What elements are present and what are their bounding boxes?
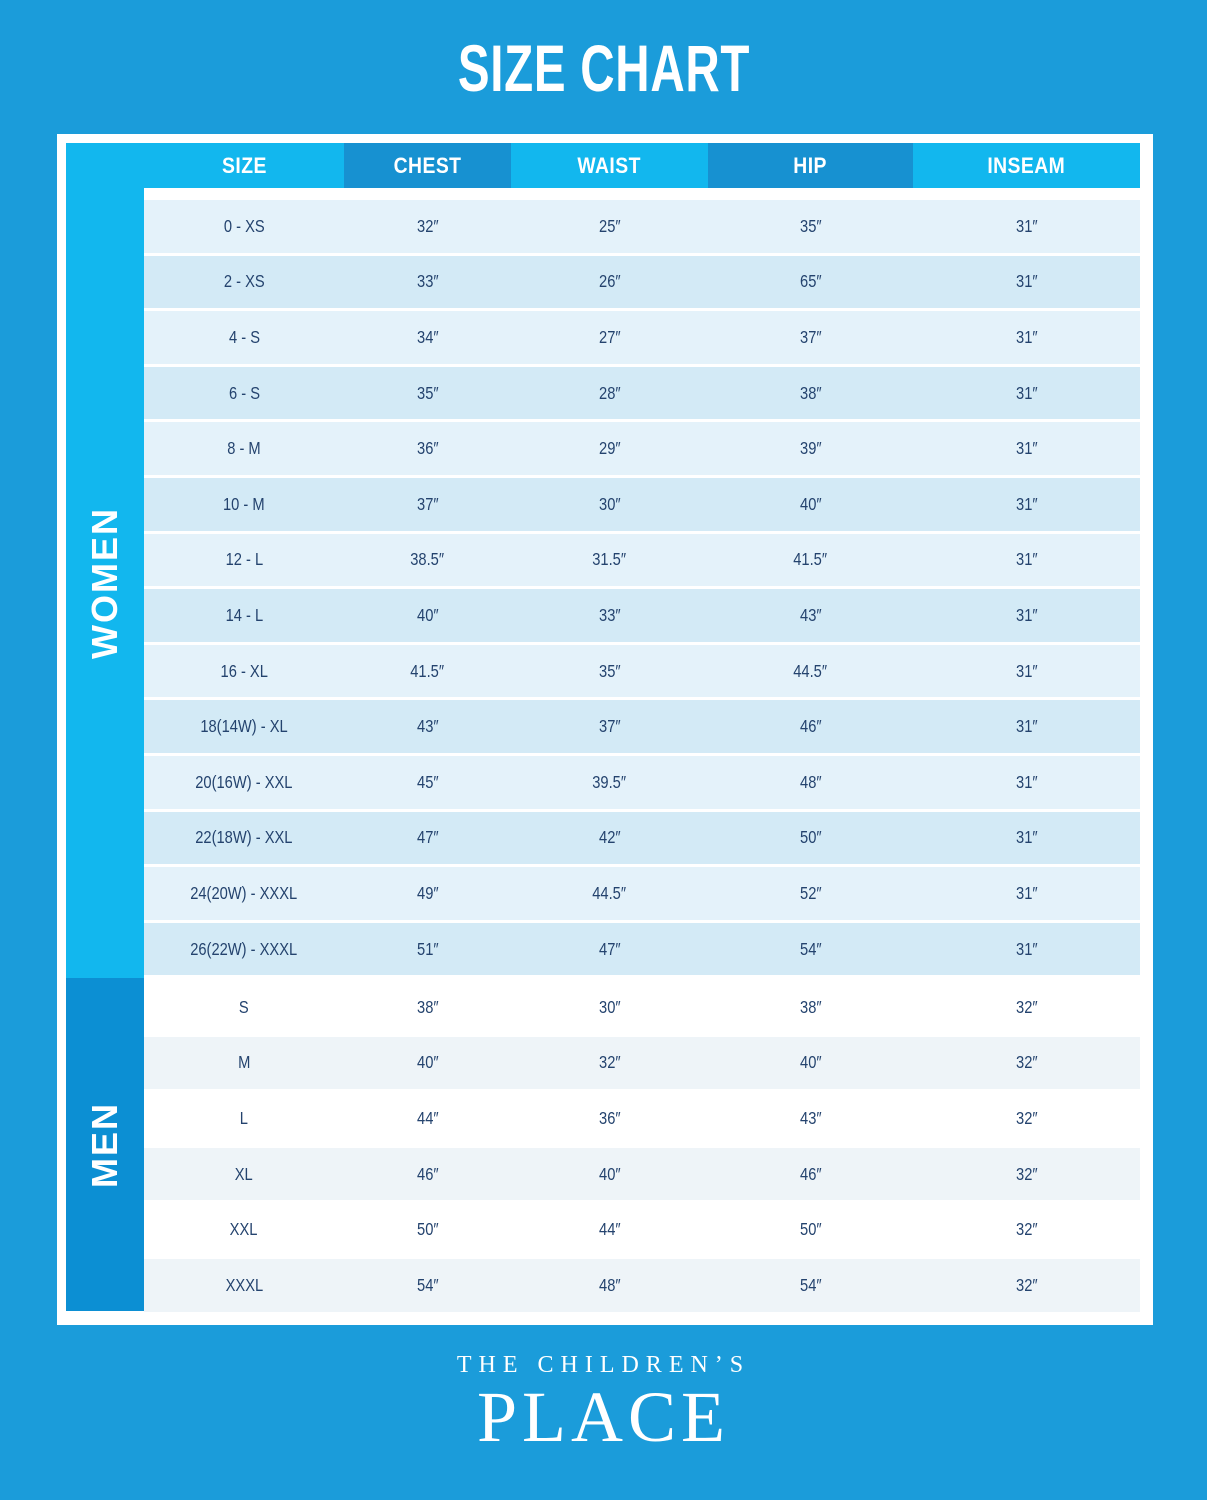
table-cell: 22(18W) - XXL <box>195 827 293 848</box>
table-cell: 38.5″ <box>410 549 445 570</box>
table-cell: 36″ <box>416 438 439 459</box>
column-header-hip: HIP <box>708 143 913 188</box>
table-cell: 36″ <box>598 1107 621 1128</box>
table-cell: 10 - M <box>223 493 265 514</box>
table-cell: 54″ <box>799 1274 822 1295</box>
table-row <box>144 645 1140 698</box>
table-cell: 32″ <box>1015 996 1038 1017</box>
table-cell: 27″ <box>598 326 621 347</box>
table-row <box>144 1203 1140 1256</box>
women-rows <box>144 188 1140 978</box>
column-header-size: SIZE <box>144 143 344 188</box>
table-cell: 33″ <box>416 271 439 292</box>
table-cell: 44.5″ <box>793 660 828 681</box>
table-row <box>144 311 1140 364</box>
table-cell: M <box>237 1052 251 1073</box>
table-cell: 32″ <box>1015 1163 1038 1184</box>
table-row <box>144 867 1140 920</box>
table-cell: 51″ <box>416 938 439 959</box>
table-row <box>144 756 1140 809</box>
page-title: SIZE CHART <box>457 31 750 105</box>
table-cell: 39.5″ <box>592 771 627 792</box>
table-cell: 31″ <box>1015 271 1038 292</box>
table-row <box>144 1092 1140 1145</box>
table-cell: 32″ <box>1015 1052 1038 1073</box>
table-row <box>144 923 1140 976</box>
table-cell: L <box>239 1107 249 1128</box>
table-cell: 33″ <box>598 604 621 625</box>
table-cell: 0 - XS <box>223 215 265 236</box>
table-row <box>144 1259 1140 1312</box>
table-cell: 29″ <box>598 438 621 459</box>
table-cell: 48″ <box>799 771 822 792</box>
table-cell: 31″ <box>1015 938 1038 959</box>
table-cell: 32″ <box>1015 1274 1038 1295</box>
table-row <box>144 1148 1140 1201</box>
table-cell: 50″ <box>799 1219 822 1240</box>
table-cell: XL <box>235 1163 253 1184</box>
size-table <box>57 134 1153 1325</box>
table-row <box>144 200 1140 253</box>
table-cell: 26″ <box>598 271 621 292</box>
table-cell: 16 - XL <box>220 660 268 681</box>
table-cell: 37″ <box>598 716 621 737</box>
table-cell: 4 - S <box>228 326 260 347</box>
table-row <box>144 478 1140 531</box>
table-row <box>144 534 1140 587</box>
table-cell: 2 - XS <box>223 271 265 292</box>
section-strip-column <box>66 188 144 1311</box>
table-cell: 28″ <box>598 382 621 403</box>
table-cell: 35″ <box>416 382 439 403</box>
table-header-row <box>66 143 1140 188</box>
men-rows <box>144 978 1140 1311</box>
brand-logo <box>0 1352 1207 1457</box>
table-cell: 39″ <box>799 438 822 459</box>
table-cell: 47″ <box>416 827 439 848</box>
table-row <box>144 812 1140 865</box>
table-cell: 46″ <box>416 1163 439 1184</box>
table-cell: 20(16W) - XXL <box>195 771 293 792</box>
table-cell: 35″ <box>598 660 621 681</box>
table-row <box>144 256 1140 309</box>
table-cell: 52″ <box>799 882 822 903</box>
table-cell: XXL <box>230 1219 258 1240</box>
table-cell: 30″ <box>598 493 621 514</box>
table-cell: 54″ <box>799 938 822 959</box>
section-label-men: MEN <box>66 978 144 1311</box>
table-cell: 14 - L <box>225 604 263 625</box>
table-cell: 24(20W) - XXXL <box>190 882 298 903</box>
brand-wordmark-place: PLACE <box>476 1377 731 1457</box>
table-cell: 31″ <box>1015 326 1038 347</box>
table-cell: 43″ <box>799 1107 822 1128</box>
table-row <box>144 589 1140 642</box>
table-cell: 32″ <box>598 1052 621 1073</box>
table-cell: 32″ <box>1015 1219 1038 1240</box>
table-cell: 54″ <box>416 1274 439 1295</box>
table-cell: 30″ <box>598 996 621 1017</box>
header-corner-spacer <box>66 143 144 188</box>
table-cell: 38″ <box>799 996 822 1017</box>
table-cell: 31″ <box>1015 438 1038 459</box>
table-cell: 31.5″ <box>592 549 627 570</box>
table-cell: 41.5″ <box>793 549 828 570</box>
table-cell: 40″ <box>799 493 822 514</box>
table-cell: 42″ <box>598 827 621 848</box>
table-cell: 50″ <box>416 1219 439 1240</box>
table-cell: 44.5″ <box>592 882 627 903</box>
table-cell: 31″ <box>1015 771 1038 792</box>
table-cell: 12 - L <box>225 549 263 570</box>
table-cell: 31″ <box>1015 493 1038 514</box>
table-cell: XXXL <box>225 1274 263 1295</box>
table-cell: 38″ <box>416 996 439 1017</box>
table-cell: 8 - M <box>227 438 261 459</box>
table-cell: 50″ <box>799 827 822 848</box>
table-cell: 38″ <box>799 382 822 403</box>
column-header-inseam: INSEAM <box>913 143 1140 188</box>
table-cell: 34″ <box>416 326 439 347</box>
table-row <box>144 367 1140 420</box>
table-cell: 44″ <box>598 1219 621 1240</box>
table-cell: 40″ <box>598 1163 621 1184</box>
table-cell: 43″ <box>416 716 439 737</box>
table-cell: 31″ <box>1015 549 1038 570</box>
table-cell: 18(14W) - XL <box>200 716 288 737</box>
table-cell: 25″ <box>598 215 621 236</box>
table-cell: 31″ <box>1015 660 1038 681</box>
table-cell: 47″ <box>598 938 621 959</box>
table-row <box>144 700 1140 753</box>
table-row <box>144 981 1140 1034</box>
table-cell: 31″ <box>1015 604 1038 625</box>
table-row <box>144 422 1140 475</box>
table-cell: 40″ <box>799 1052 822 1073</box>
table-cell: 6 - S <box>228 382 260 403</box>
table-cell: 40″ <box>416 604 439 625</box>
table-cell: 31″ <box>1015 827 1038 848</box>
table-cell: 26(22W) - XXXL <box>190 938 298 959</box>
table-cell: 40″ <box>416 1052 439 1073</box>
column-header-waist: WAIST <box>511 143 708 188</box>
table-cell: 45″ <box>416 771 439 792</box>
table-cell: 65″ <box>799 271 822 292</box>
table-cell: 32″ <box>1015 1107 1038 1128</box>
table-cell: 48″ <box>598 1274 621 1295</box>
column-header-chest: CHEST <box>344 143 511 188</box>
table-cell: 49″ <box>416 882 439 903</box>
table-cell: 43″ <box>799 604 822 625</box>
table-cell: 41.5″ <box>410 660 445 681</box>
table-cell: 46″ <box>799 716 822 737</box>
table-cell: 31″ <box>1015 215 1038 236</box>
table-row <box>144 1037 1140 1090</box>
table-cell: 46″ <box>799 1163 822 1184</box>
table-cell: 37″ <box>799 326 822 347</box>
table-cell: 31″ <box>1015 882 1038 903</box>
table-cell: 32″ <box>416 215 439 236</box>
table-cell: 35″ <box>799 215 822 236</box>
section-label-women: WOMEN <box>66 188 144 978</box>
table-cell: 31″ <box>1015 716 1038 737</box>
table-cell: S <box>239 996 249 1017</box>
brand-line-the-childrens: THE CHILDREN’S <box>456 1352 751 1378</box>
table-cell: 31″ <box>1015 382 1038 403</box>
table-cell: 37″ <box>416 493 439 514</box>
table-cell: 44″ <box>416 1107 439 1128</box>
